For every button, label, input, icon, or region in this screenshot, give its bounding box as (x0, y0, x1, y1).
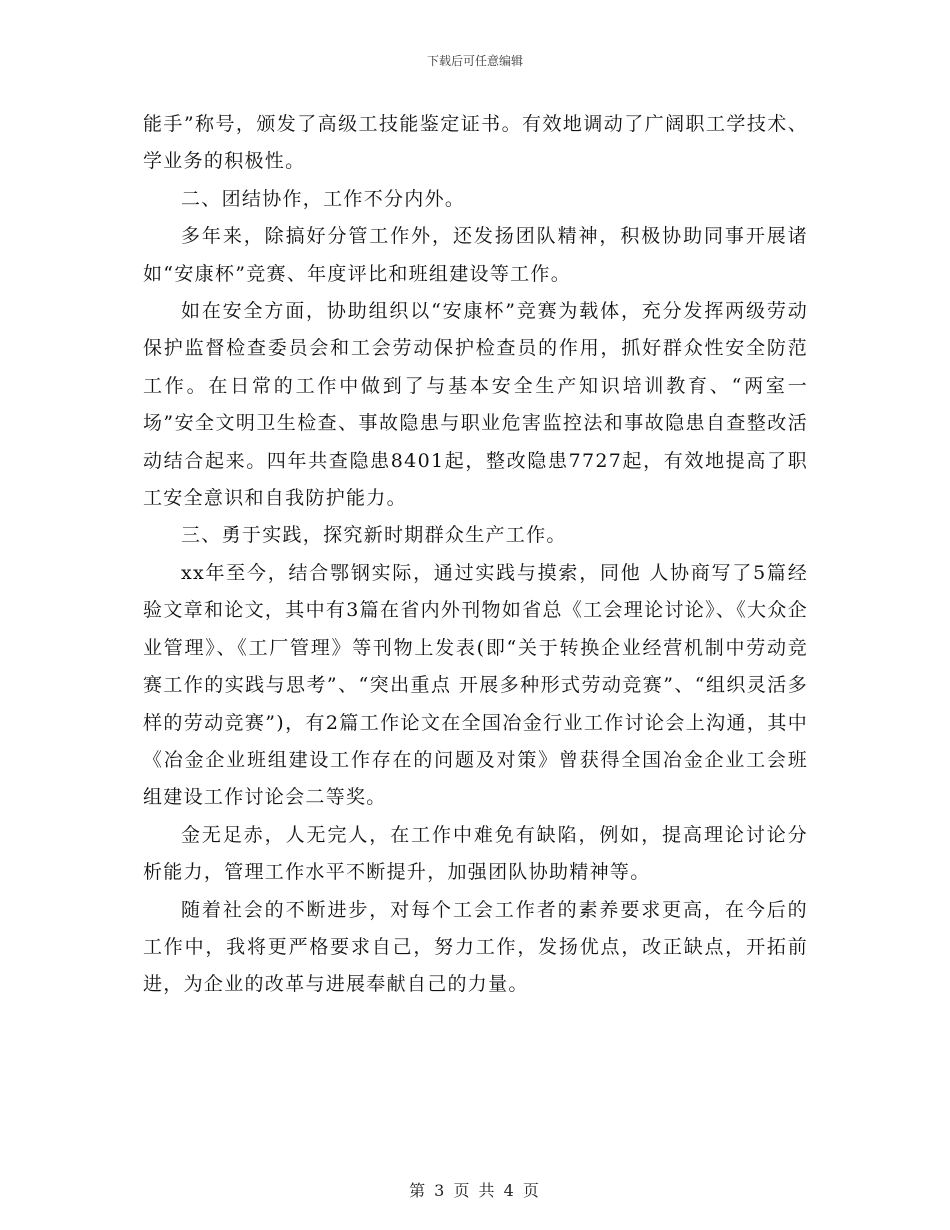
page-number: 第 3 页 共 4 页 (409, 1181, 541, 1200)
paragraph-continuation: 能手”称号，颁发了高级工技能鉴定证书。有效地调动了广阔职工学技术、学业务的积极性。 (143, 113, 808, 173)
paragraph: xx年至今，结合鄂钢实际，通过实践与摸索，同他 人协商写了5篇经验文章和论文，其中有3篇在省内外刊物如省总《工会理论讨论》、《大众企业管理》、《工厂管理》等刊物上发表(即“关于转换企业经营机制中劳动竞赛工作的实践与思考”、“突出重点 开展多种形式劳动竞赛”、“组织灵活多样的劳动竞赛”)，有2篇工作论文在全国冶金行业工作讨论会上沟通，其中《冶金企业班组建设工作存在的问题及对策》曾获得全国冶金企业工会班组建设工作讨论会二等奖。 (143, 561, 808, 809)
page-header-note: 下载后可任意编辑 (426, 54, 523, 68)
document-body (143, 106, 808, 1004)
paragraph: 多年来，除搞好分管工作外，还发扬团队精神，积极协助同事开展诸如“安康杯”竞赛、年度评比和班组建设等工作。 (143, 225, 808, 285)
section-heading-3: 三、勇于实践，探究新时期群众生产工作。 (181, 524, 567, 547)
paragraph: 金无足赤，人无完人，在工作中难免有缺陷，例如，提高理论讨论分析能力，管理工作水平不断提升，加强团队协助精神等。 (143, 823, 808, 884)
paragraph: 随着社会的不断进步，对每个工会工作者的素养要求更高，在今后的工作中，我将更严格要求自己，努力工作，发扬优点，改正缺点，开拓前进，为企业的改革与进展奉献自己的力量。 (143, 898, 808, 996)
paragraph: 如在安全方面，协助组织以“安康杯”竞赛为载体，充分发挥两级劳动保护监督检查委员会和工会劳动保护检查员的作用，抓好群众性安全防范工作。在日常的工作中做到了与基本安全生产知识培训教育、“两室一场”安全文明卫生检查、事故隐患与职业危害监控法和事故隐患自查整改活动结合起来。四年共查隐患8401起，整改隐患7727起，有效地提高了职工安全意识和自我防护能力。 (143, 300, 808, 510)
section-heading-2: 二、团结协作，工作不分内外。 (181, 187, 466, 210)
